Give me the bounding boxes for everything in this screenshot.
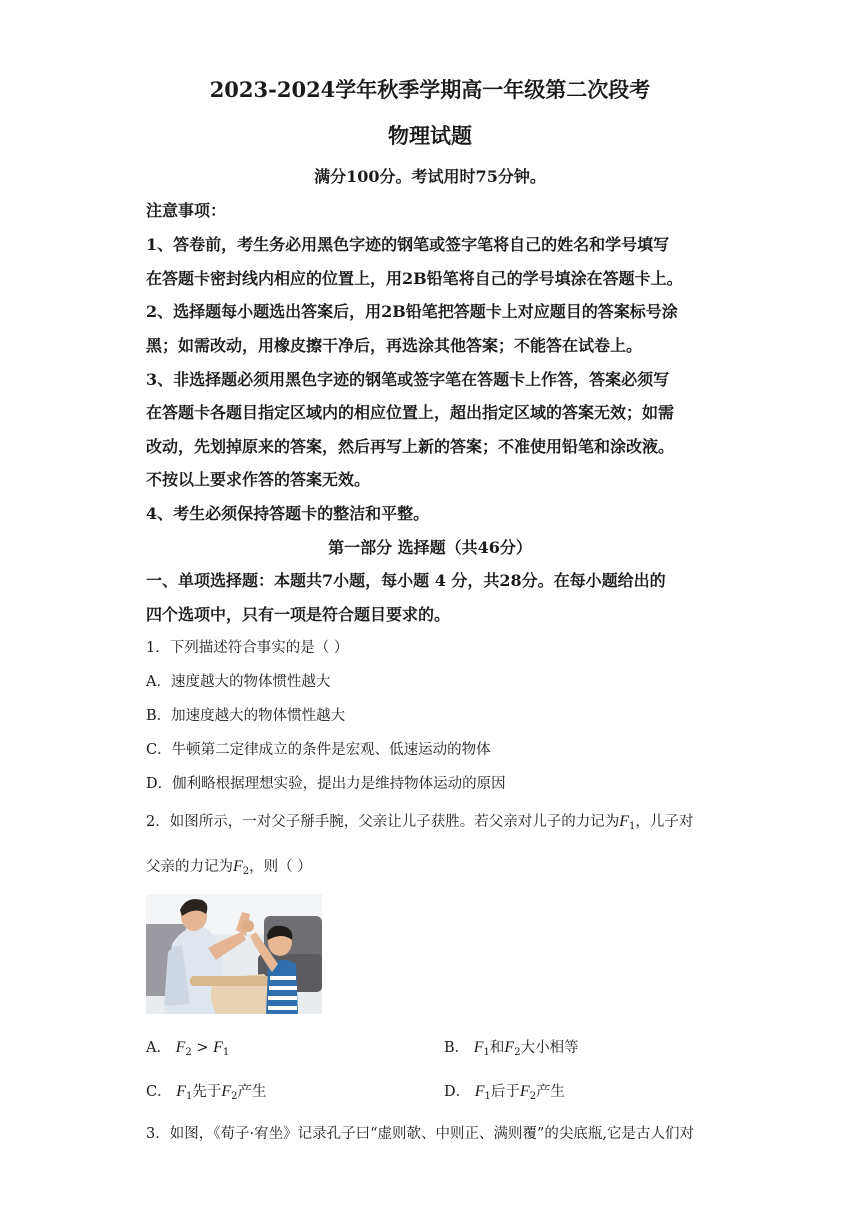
question-2-option-c: C． $F_1$先于$F_2$产生 <box>146 1083 267 1102</box>
part-heading: 第一部分 选择题（共46分） <box>328 538 532 557</box>
question-2-option-b: B． $F_1$和$F_2$大小相等 <box>444 1039 579 1058</box>
note-line: 在答题卡各题目指定区域内的相应位置上，超出指定区域的答案无效；如需 <box>146 403 675 422</box>
note-line: 3、非选择题必须用黑色字迹的钢笔或签字笔在答题卡上作答，答案必须写 <box>146 370 670 389</box>
notes-heading: 注意事项： <box>146 201 227 220</box>
question-1-stem: 1．下列描述符合事实的是（ ） <box>146 640 349 656</box>
exam-info: 满分100分。考试用时75分钟。 <box>314 167 546 186</box>
question-2-option-d: D． $F_1$后于$F_2$产生 <box>444 1083 566 1102</box>
question-3-stem: 3．如图，《荀子·宥坐》记录孔子曰“虚则欹、中则正、满则覆”的尖底瓶,它是古人们对 <box>146 1126 695 1142</box>
subject-title: 物理试题 <box>388 123 472 148</box>
note-line: 2、选择题每小题选出答案后，用2B铅笔把答题卡上对应题目的答案标号涂 <box>146 302 678 321</box>
question-1-option-b: B．加速度越大的物体惯性越大 <box>146 708 346 724</box>
question-1-option-c: C．牛顿第二定律成立的条件是宏观、低速运动的物体 <box>146 742 491 758</box>
section-instruction: 一、单项选择题：本题共7小题，每小题 4 分，共28分。在每小题给出的 <box>146 571 666 590</box>
force-symbol: F <box>619 813 630 830</box>
question-2-stem: 2．如图所示，一对父子掰手腕，父亲让儿子获胜。若父亲对儿子的力记为$F_1$，儿子对 <box>146 813 694 832</box>
question-2-stem-line2: 父亲的力记为$F_2$，则（ ） <box>146 858 312 877</box>
arm-wrestling-illustration <box>146 894 322 1014</box>
question-2-option-a: A． $F_2 > F_1$ <box>146 1039 230 1058</box>
note-line: 改动，先划掉原来的答案，然后再写上新的答案；不准使用铅笔和涂改液。 <box>146 437 675 456</box>
note-line: 在答题卡密封线内相应的位置上，用2B铅笔将自己的学号填涂在答题卡上。 <box>146 269 683 288</box>
exam-title: 2023-2024学年秋季学期高一年级第二次段考 <box>209 77 651 102</box>
arm-wrestling-photo <box>146 894 322 1014</box>
question-1-option-d: D．伽利略根据理想实验，提出力是维持物体运动的原因 <box>146 776 506 792</box>
note-line: 黑；如需改动，用橡皮擦干净后，再选涂其他答案；不能答在试卷上。 <box>146 336 643 355</box>
question-1-option-a: A．速度越大的物体惯性越大 <box>146 674 331 690</box>
note-line: 4、考生必须保持答题卡的整洁和平整。 <box>146 504 430 523</box>
note-line: 不按以上要求作答的答案无效。 <box>146 470 371 489</box>
section-instruction: 四个选项中，只有一项是符合题目要求的。 <box>146 605 451 624</box>
note-line: 1、答卷前，考生务必用黑色字迹的钢笔或签字笔将自己的姓名和学号填写 <box>146 235 670 254</box>
